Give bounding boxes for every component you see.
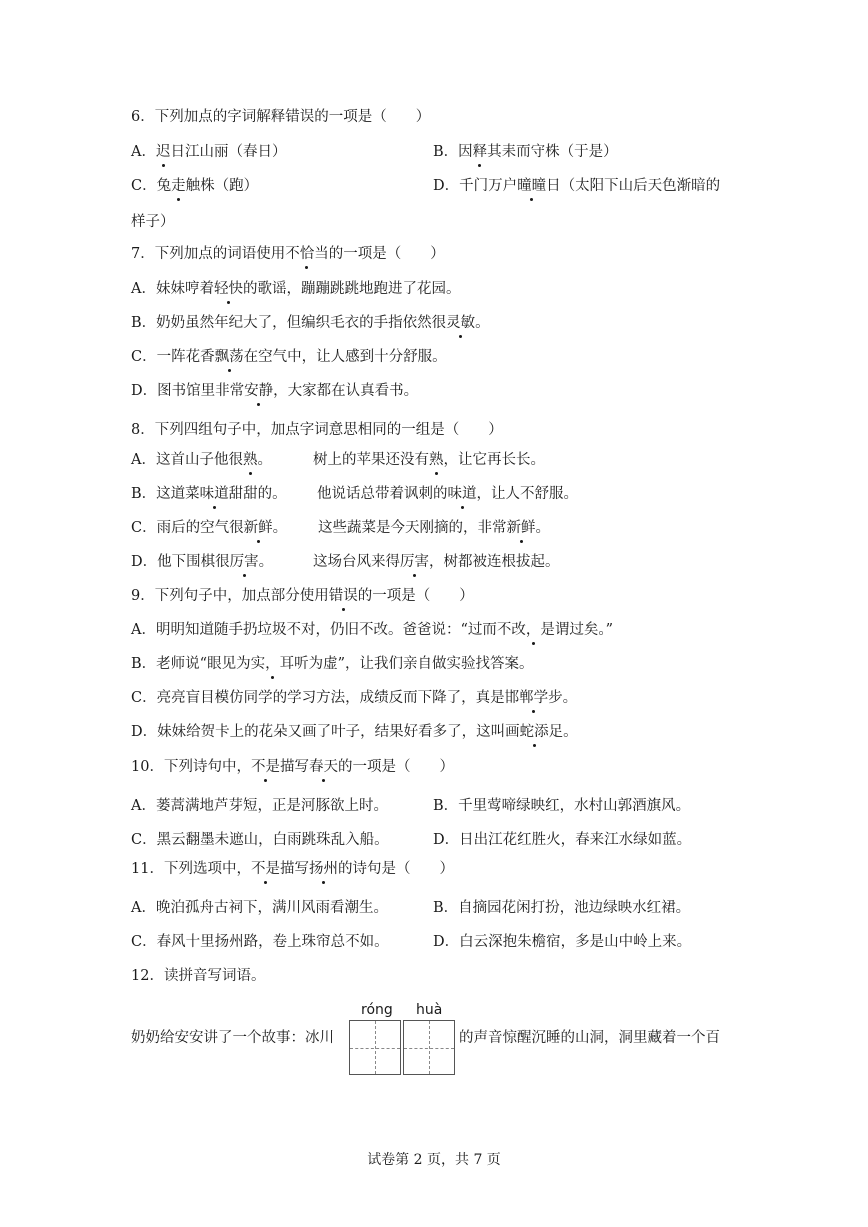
q10-stem: 10．下列诗句中，不是描写春天的一项是（ ）: [131, 759, 454, 775]
q12-sentence-after: 的声音惊醒沉睡的山洞，洞里藏着一个百: [459, 1030, 720, 1046]
q7-option-b: B．奶奶虽然年纪大了，但编织毛衣的手指依然很灵敏。: [131, 315, 490, 331]
q6-option-c: C．兔走触株（跑）: [131, 178, 259, 194]
q9-option-a: A．明明知道随手扔垃圾不对，仍旧不改。爸爸说：“过而不改，是谓过矣。”: [131, 622, 614, 638]
q12-sentence-before: 奶奶给安安讲了一个故事：冰川: [131, 1030, 334, 1046]
page-footer: 试卷第 2 页，共 7 页: [367, 1152, 501, 1168]
q9-option-d: D．妹妹给贺卡上的花朵又画了叶子，结果好看多了，这叫画蛇添足。: [131, 724, 578, 740]
q10-option-c: C．黑云翻墨未遮山，白雨跳珠乱入船。: [131, 832, 389, 848]
pinyin-rong: róng: [361, 1002, 393, 1018]
q8-option-b-2: 他说话总带着讽刺的味道，让人不舒服。: [317, 486, 578, 502]
q7-stem: 7．下列加点的词语使用不恰当的一项是（ ）: [131, 246, 445, 262]
q9-option-b: B．老师说“眼见为实，耳听为虚”，让我们亲自做实验找答案。: [131, 656, 534, 672]
q11-stem: 11．下列选项中，不是描写扬州的诗句是（ ）: [131, 861, 454, 877]
q6-option-d-cont: 样子）: [131, 214, 175, 230]
q10-option-b: B．千里莺啼绿映红，水村山郭酒旗风。: [433, 798, 691, 814]
q8-option-a-2: 树上的苹果还没有熟，让它再长长。: [313, 452, 545, 468]
q8-option-d-2: 这场台风来得厉害，树都被连根拔起。: [313, 554, 560, 570]
q8-option-b-1: B．这道菜味道甜甜的。: [131, 486, 287, 502]
q6-option-d: D．千门万户曈曈日（太阳下山后天色渐暗的: [433, 178, 721, 194]
q10-option-d: D．日出江花红胜火，春来江水绿如蓝。: [433, 832, 692, 848]
q6-stem: 6．下列加点的字词解释错误的一项是（ ）: [131, 109, 431, 125]
writing-grid-box-1[interactable]: [349, 1020, 401, 1075]
q6-option-a: A．迟日江山丽（春日）: [131, 144, 287, 160]
q7-option-d: D．图书馆里非常安静，大家都在认真看书。: [131, 383, 419, 399]
q12-stem: 12．读拼音写词语。: [131, 968, 266, 984]
q8-option-c-1: C．雨后的空气很新鲜。: [131, 520, 288, 536]
q8-option-a-1: A．这首山子他很熟。: [131, 452, 272, 468]
writing-grid-box-2[interactable]: [403, 1020, 455, 1075]
q7-option-c: C．一阵花香飘荡在空气中，让人感到十分舒服。: [131, 349, 447, 365]
q9-option-c: C．亮亮盲目模仿同学的学习方法，成绩反而下降了，真是邯郸学步。: [131, 690, 578, 706]
q9-stem: 9．下列句子中，加点部分使用错误的一项是（ ）: [131, 588, 474, 604]
q8-option-c-2: 这些蔬菜是今天刚摘的，非常新鲜。: [318, 520, 550, 536]
q7-option-a: A．妹妹哼着轻快的歌谣，蹦蹦跳跳地跑进了花园。: [131, 281, 461, 297]
q11-option-a: A．晚泊孤舟古祠下，满川风雨看潮生。: [131, 900, 388, 916]
q8-stem: 8．下列四组句子中，加点字词意思相同的一组是（ ）: [131, 422, 503, 438]
q6-option-b: B．因释其耒而守株（于是）: [433, 144, 618, 160]
q11-option-b: B．自摘园花闲打扮，池边绿映水红裙。: [433, 900, 691, 916]
q11-option-d: D．白云深抱朱檐宿，多是山中岭上来。: [433, 934, 692, 950]
pinyin-hua: huà: [416, 1002, 443, 1018]
q11-option-c: C．春风十里扬州路，卷上珠帘总不如。: [131, 934, 389, 950]
q8-option-d-1: D．他下围棋很厉害。: [131, 554, 274, 570]
q10-option-a: A．蒌蒿满地芦芽短，正是河豚欲上时。: [131, 798, 388, 814]
